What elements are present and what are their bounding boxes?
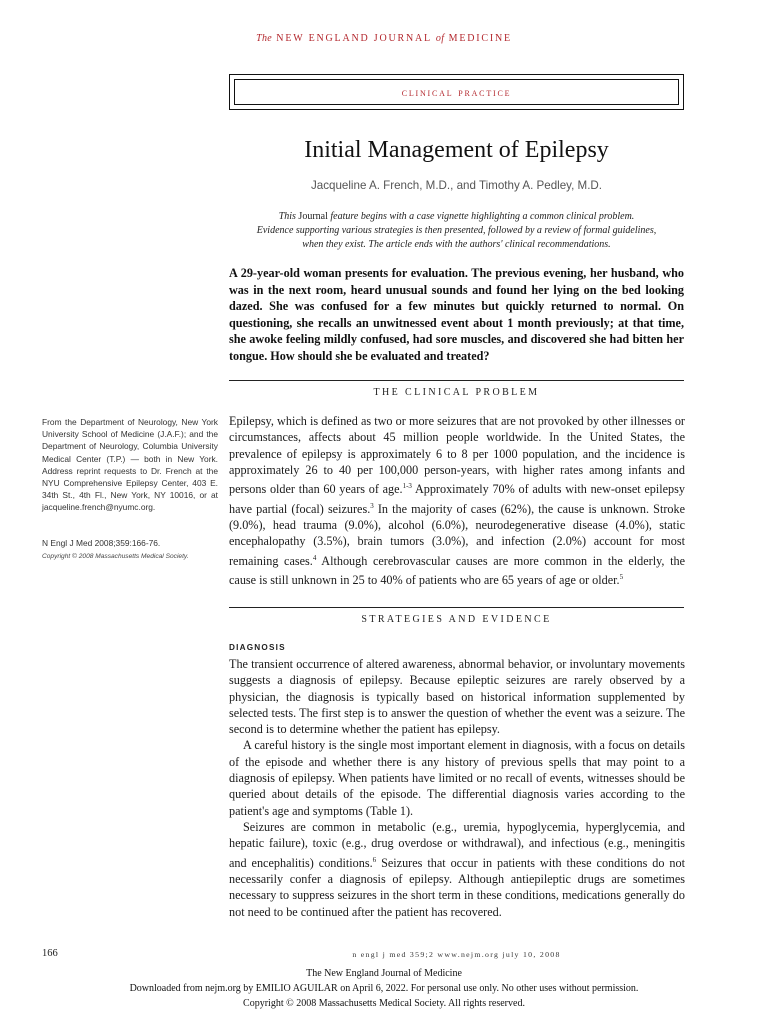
- case-vignette: A 29-year-old woman presents for evaluation. The previous evening, her husband, who was in the next room, heard unusual sounds and found her lying on the bed looking dazed. She was confused for a few minutes but quickly returned to normal. On questioning, she recalls an unwitnessed event about 1 month previously; at that time, she awoke feeling mildly confused, had sore muscles, and discovered she had bitten her tongue. How should she be evaluated and treated?: [229, 266, 684, 363]
- section-label-box: [229, 74, 684, 110]
- ref-superscript: 1-3: [402, 482, 412, 491]
- feature-intro: [235, 210, 678, 252]
- diagnosis-paragraph-3: Seizures are common in metabolic (e.g., uremia, hypoglycemia, hyperglycemia, and hepatic failure), toxic (e.g., drug overdose or withdrawal), and infectious (e.g., meningitis and encephalitis) conditions.$^6$ Seizures that occur in patients with these conditions do not necessarily confer a diagnosis of epilepsy. Although antiepileptic drugs are sometimes necessary to suppress seizures in the short term in these conditions, medications generally do not need to be continued after the patient has recovered.: [229, 819, 685, 919]
- clinical-problem-heading: THE CLINICAL PROBLEM: [229, 380, 684, 398]
- strategies-heading: STRATEGIES AND EVIDENCE: [229, 607, 684, 625]
- intro-line-3: when they exist. The article ends with the authors' clinical recommendations.: [302, 239, 611, 250]
- download-notice-title: The New England Journal of Medicine: [306, 968, 462, 979]
- page-number: 166: [42, 948, 58, 959]
- section-label: clinical practice: [234, 79, 679, 105]
- header-the: The: [256, 33, 272, 44]
- journal-header: [0, 33, 768, 44]
- header-journal-name-b: MEDICINE: [448, 33, 512, 44]
- article-title: Initial Management of Epilepsy: [304, 137, 609, 163]
- intro-line-2: Evidence supporting various strategies is then presented, followed by a review of formal guidelines,: [256, 225, 657, 236]
- article-citation: N Engl J Med 2008;359:166-76.: [42, 538, 161, 548]
- intro-line-1: This Journal feature begins with a case vignette highlighting a common clinical problem.: [278, 211, 635, 222]
- strategies-text: [229, 656, 685, 920]
- article-copyright: Copyright © 2008 Massachusetts Medical Society.: [42, 553, 189, 560]
- diagnosis-paragraph-2: A careful history is the single most important element in diagnosis, with a focus on details of the episode and whether there is any history of previous spells that may point to a diagnosis of epilepsy. When patients have limited or no recall of events, witnesses should be queried about details of the episode. The differential diagnosis varies according to the patient's age and symptoms (Table 1).: [229, 738, 685, 818]
- download-notice: Downloaded from nejm.org by EMILIO AGUILAR on April 6, 2022. For personal use only. No other uses without permission.: [129, 983, 639, 994]
- clinical-problem-paragraph: Epilepsy, which is defined as two or more seizures that are not provoked by other illnesses or circumstances, affects about 45 million people worldwide. In the United States, the prevalence of epilepsy is approximately 6 to 8 per 1000 population, and the incidence is approximately 26 to 40 per 100,000 person-years, with higher rates among infants and persons older than 60 years of age.$^{1-3}$ Approximately 70% of adults with new-onset epilepsy have partial (focal) seizures.$^3$ In the majority of cases (62%), the cause is unknown. Stroke (9.0%), head trauma (9.0%), alcohol (6.0%), neurodegenerative disease (4.0%), static encephalopathy (3.5%), brain tumors (3.0%), and infection (2.0%) account for most remaining cases.$^4$ Although cerebrovascular causes are more common in the elderly, the cause is still unknown in 25 to 40% of patients who are 65 years of age or older.$^5$: [229, 414, 686, 587]
- diagnosis-paragraph-1: The transient occurrence of altered awareness, abnormal behavior, or involuntary movements suggests a diagnosis of epilepsy. Because epileptic seizures are rarely observed by a physician, the diagnosis is typically based on historical information supplemented by selected tests. The first step is to answer the question of whether the event was a seizure. The second is to determine whether the patient has epilepsy.: [229, 657, 685, 737]
- ref-superscript: 5: [619, 572, 624, 581]
- clinical-problem-text: [229, 413, 685, 588]
- ref-superscript: 3: [370, 501, 374, 510]
- download-copyright: Copyright © 2008 Massachusetts Medical Society. All rights reserved.: [243, 998, 525, 1009]
- intro-journal-word: Journal: [298, 211, 328, 222]
- ref-superscript: 4: [312, 553, 317, 562]
- header-journal-name-a: NEW ENGLAND JOURNAL: [276, 33, 432, 44]
- issue-line: n engl j med 359;2 www.nejm.org july 10, 2008: [352, 950, 561, 959]
- header-of: of: [435, 33, 445, 44]
- diagnosis-subheading: DIAGNOSIS: [229, 643, 286, 652]
- author-affiliation: From the Department of Neurology, New York University School of Medicine (J.A.F.); and the Department of Neurology, Columbia University Medical Center (T.P.) — both in New York. Address reprint requests to Dr. French at the NYU Comprehensive Epilepsy Center, 403 E. 34th St., 4th Fl., New York, NY 10016, or at jacqueline.french@nyumc.org.: [42, 417, 218, 513]
- article-authors: Jacqueline A. French, M.D., and Timothy A. Pedley, M.D.: [310, 179, 603, 192]
- ref-superscript: 6: [372, 855, 377, 864]
